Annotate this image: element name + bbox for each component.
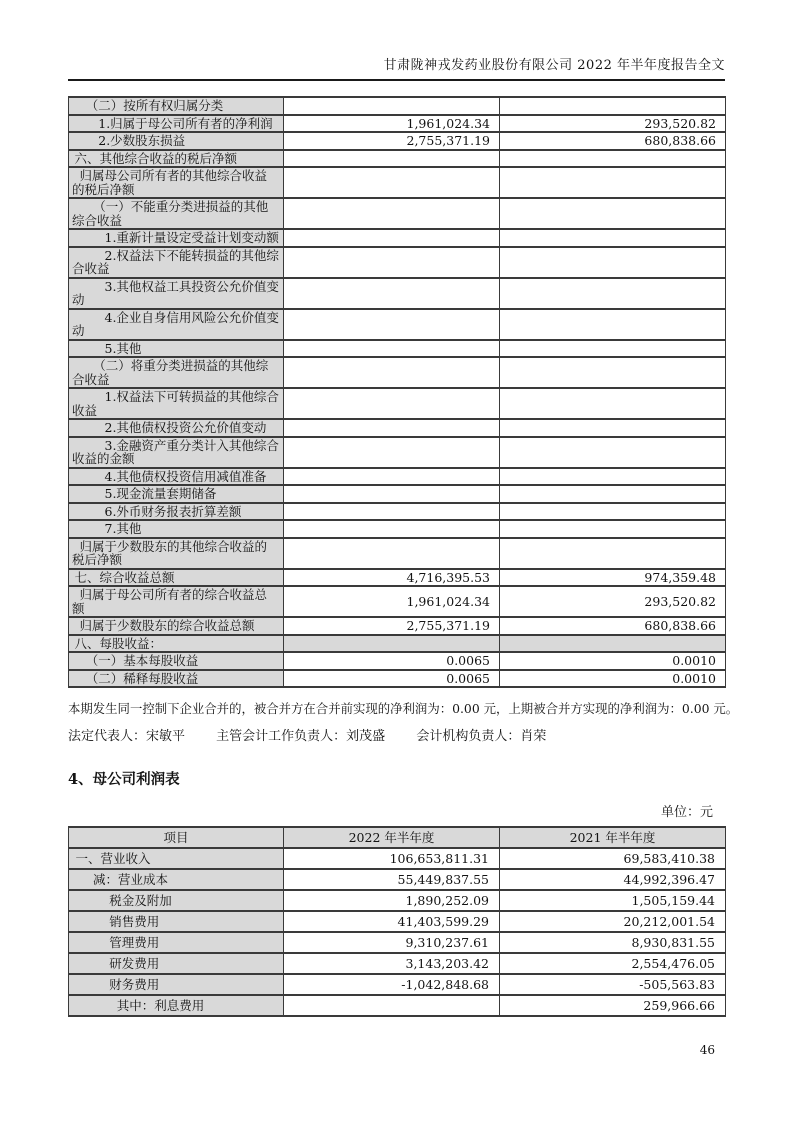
prior-period-value — [500, 437, 726, 468]
current-period-value — [284, 229, 500, 247]
merger-note: 本期发生同一控制下企业合并的，被合并方在合并前实现的净利润为：0.00 元，上期被合并方实现的净利润为：0.00 元。 — [68, 701, 739, 716]
column-header-2022-half-year: 2022 年半年度 — [284, 827, 500, 848]
row-label: 5.现金流量套期储备 — [69, 485, 284, 503]
prior-period-value — [500, 150, 726, 168]
current-period-value — [284, 437, 500, 468]
value-2022-half-year: 1,890,252.09 — [284, 890, 500, 911]
column-header-item: 项目 — [69, 827, 284, 848]
consolidated-income-table — [68, 96, 726, 688]
income-statement-row — [69, 132, 726, 150]
row-label: 税金及附加 — [69, 890, 284, 911]
current-period-value — [284, 388, 500, 419]
row-label: 1.重新计量设定受益计划变动额 — [69, 229, 284, 247]
current-period-value — [284, 468, 500, 486]
prior-period-value — [500, 340, 726, 358]
parent-income-row — [69, 974, 726, 995]
income-statement-row — [69, 670, 726, 688]
prior-period-value — [500, 278, 726, 309]
row-label: 2.少数股东损益 — [69, 132, 284, 150]
current-period-value — [284, 419, 500, 437]
parent-table-header-row — [69, 827, 726, 848]
row-label: 6.外币财务报表折算差额 — [69, 503, 284, 521]
row-label: 八、每股收益： — [69, 635, 284, 653]
income-statement-row — [69, 635, 726, 653]
row-label: 3.金融资产重分类计入其他综合收益的金额 — [69, 437, 284, 468]
row-label: 2.其他债权投资公允价值变动 — [69, 419, 284, 437]
current-period-value: 0.0065 — [284, 652, 500, 670]
value-2021-half-year: 69,583,410.38 — [500, 848, 726, 869]
legal-representative: 法定代表人：宋敏平 — [68, 729, 186, 744]
prior-period-value: 293,520.82 — [500, 115, 726, 133]
current-period-value — [284, 278, 500, 309]
income-statement-row — [69, 357, 726, 388]
row-label: 归属于少数股东的综合收益总额 — [69, 617, 284, 635]
value-2021-half-year: 259,966.66 — [500, 995, 726, 1016]
row-label: 减：营业成本 — [69, 869, 284, 890]
value-2021-half-year: 1,505,159.44 — [500, 890, 726, 911]
prior-period-value: 0.0010 — [500, 670, 726, 688]
value-2022-half-year: 9,310,237.61 — [284, 932, 500, 953]
prior-period-value: 0.0010 — [500, 652, 726, 670]
prior-period-value — [500, 538, 726, 569]
income-statement-row — [69, 388, 726, 419]
income-statement-row — [69, 309, 726, 340]
current-period-value: 2,755,371.19 — [284, 132, 500, 150]
row-label: 4.其他债权投资信用减值准备 — [69, 468, 284, 486]
prior-period-value — [500, 309, 726, 340]
row-label: （二）将重分类进损益的其他综合收益 — [69, 357, 284, 388]
value-2022-half-year: 3,143,203.42 — [284, 953, 500, 974]
parent-income-row — [69, 932, 726, 953]
current-period-value — [284, 340, 500, 358]
income-statement-row — [69, 485, 726, 503]
row-label: （一）不能重分类进损益的其他综合收益 — [69, 198, 284, 229]
consolidated-income-tbody — [69, 97, 726, 687]
current-period-value — [284, 485, 500, 503]
row-label: 其中：利息费用 — [69, 995, 284, 1016]
income-statement-row — [69, 437, 726, 468]
current-period-value — [284, 635, 500, 653]
prior-period-value — [500, 520, 726, 538]
parent-income-row — [69, 911, 726, 932]
current-period-value — [284, 503, 500, 521]
row-label: 销售费用 — [69, 911, 284, 932]
prior-period-value — [500, 468, 726, 486]
income-statement-row — [69, 97, 726, 115]
prior-period-value — [500, 247, 726, 278]
income-statement-row — [69, 503, 726, 521]
prior-period-value — [500, 198, 726, 229]
parent-income-row — [69, 953, 726, 974]
income-statement-row — [69, 167, 726, 198]
prior-period-value — [500, 419, 726, 437]
value-2021-half-year: 8,930,831.55 — [500, 932, 726, 953]
current-period-value — [284, 198, 500, 229]
prior-period-value: 680,838.66 — [500, 132, 726, 150]
parent-income-row — [69, 890, 726, 911]
prior-period-value — [500, 167, 726, 198]
current-period-value — [284, 150, 500, 168]
current-period-value — [284, 520, 500, 538]
chief-accounting-officer: 主管会计工作负责人：刘茂盛 — [216, 729, 386, 744]
income-statement-row — [69, 419, 726, 437]
row-label: 一、营业收入 — [69, 848, 284, 869]
row-label: 1.归属于母公司所有者的净利润 — [69, 115, 284, 133]
parent-income-row — [69, 869, 726, 890]
prior-period-value — [500, 635, 726, 653]
current-period-value — [284, 357, 500, 388]
income-statement-row — [69, 586, 726, 617]
value-2022-half-year: 41,403,599.29 — [284, 911, 500, 932]
current-period-value — [284, 97, 500, 115]
value-2022-half-year — [284, 995, 500, 1016]
income-statement-row — [69, 520, 726, 538]
report-title: 甘肃陇神戎发药业股份有限公司 2022 年半年度报告全文 — [383, 58, 725, 73]
current-period-value — [284, 167, 500, 198]
value-2021-half-year: 2,554,476.05 — [500, 953, 726, 974]
prior-period-value — [500, 388, 726, 419]
prior-period-value — [500, 503, 726, 521]
income-statement-row — [69, 468, 726, 486]
row-label: 归属于母公司所有者的综合收益总额 — [69, 586, 284, 617]
parent-income-row — [69, 848, 726, 869]
prior-period-value: 293,520.82 — [500, 586, 726, 617]
row-label: 3.其他权益工具投资公允价值变动 — [69, 278, 284, 309]
value-2022-half-year: 106,653,811.31 — [284, 848, 500, 869]
current-period-value: 4,716,395.53 — [284, 569, 500, 587]
current-period-value: 1,961,024.34 — [284, 586, 500, 617]
income-statement-row — [69, 538, 726, 569]
value-2021-half-year: 44,992,396.47 — [500, 869, 726, 890]
current-period-value: 0.0065 — [284, 670, 500, 688]
value-2022-half-year: -1,042,848.68 — [284, 974, 500, 995]
prior-period-value — [500, 357, 726, 388]
income-statement-row — [69, 150, 726, 168]
accounting-department-head: 会计机构负责人：肖荣 — [416, 729, 547, 744]
signature-line — [68, 728, 725, 746]
row-label: 财务费用 — [69, 974, 284, 995]
row-label: （一）基本每股收益 — [69, 652, 284, 670]
section-heading: 4、母公司利润表 — [68, 771, 180, 788]
value-2022-half-year: 55,449,837.55 — [284, 869, 500, 890]
prior-period-value: 680,838.66 — [500, 617, 726, 635]
value-2021-half-year: 20,212,001.54 — [500, 911, 726, 932]
income-statement-row — [69, 115, 726, 133]
prior-period-value — [500, 485, 726, 503]
row-label: 2.权益法下不能转损益的其他综合收益 — [69, 247, 284, 278]
row-label: 归属于少数股东的其他综合收益的税后净额 — [69, 538, 284, 569]
income-statement-row — [69, 247, 726, 278]
page-number: 46 — [699, 1043, 715, 1057]
current-period-value: 1,961,024.34 — [284, 115, 500, 133]
parent-income-tbody — [69, 848, 726, 1016]
current-period-value — [284, 309, 500, 340]
row-label: 4.企业自身信用风险公允价值变动 — [69, 309, 284, 340]
row-label: 归属母公司所有者的其他综合收益的税后净额 — [69, 167, 284, 198]
current-period-value — [284, 247, 500, 278]
column-header-2021-half-year: 2021 年半年度 — [500, 827, 726, 848]
income-statement-row — [69, 340, 726, 358]
value-2021-half-year: -505,563.83 — [500, 974, 726, 995]
row-label: 研发费用 — [69, 953, 284, 974]
row-label: 1.权益法下可转损益的其他综合收益 — [69, 388, 284, 419]
prior-period-value: 974,359.48 — [500, 569, 726, 587]
prior-period-value — [500, 229, 726, 247]
row-label: 六、其他综合收益的税后净额 — [69, 150, 284, 168]
income-statement-row — [69, 652, 726, 670]
row-label: 7.其他 — [69, 520, 284, 538]
row-label: （二）稀释每股收益 — [69, 670, 284, 688]
row-label: 七、综合收益总额 — [69, 569, 284, 587]
current-period-value — [284, 538, 500, 569]
header-rule — [68, 79, 725, 81]
row-label: 5.其他 — [69, 340, 284, 358]
income-statement-row — [69, 617, 726, 635]
row-label: （二）按所有权归属分类 — [69, 97, 284, 115]
income-statement-row — [69, 198, 726, 229]
income-statement-row — [69, 569, 726, 587]
income-statement-row — [69, 229, 726, 247]
prior-period-value — [500, 97, 726, 115]
current-period-value: 2,755,371.19 — [284, 617, 500, 635]
income-statement-row — [69, 278, 726, 309]
row-label: 管理费用 — [69, 932, 284, 953]
unit-label: 单位：元 — [660, 805, 713, 820]
parent-income-table — [68, 826, 726, 1017]
parent-income-row — [69, 995, 726, 1016]
